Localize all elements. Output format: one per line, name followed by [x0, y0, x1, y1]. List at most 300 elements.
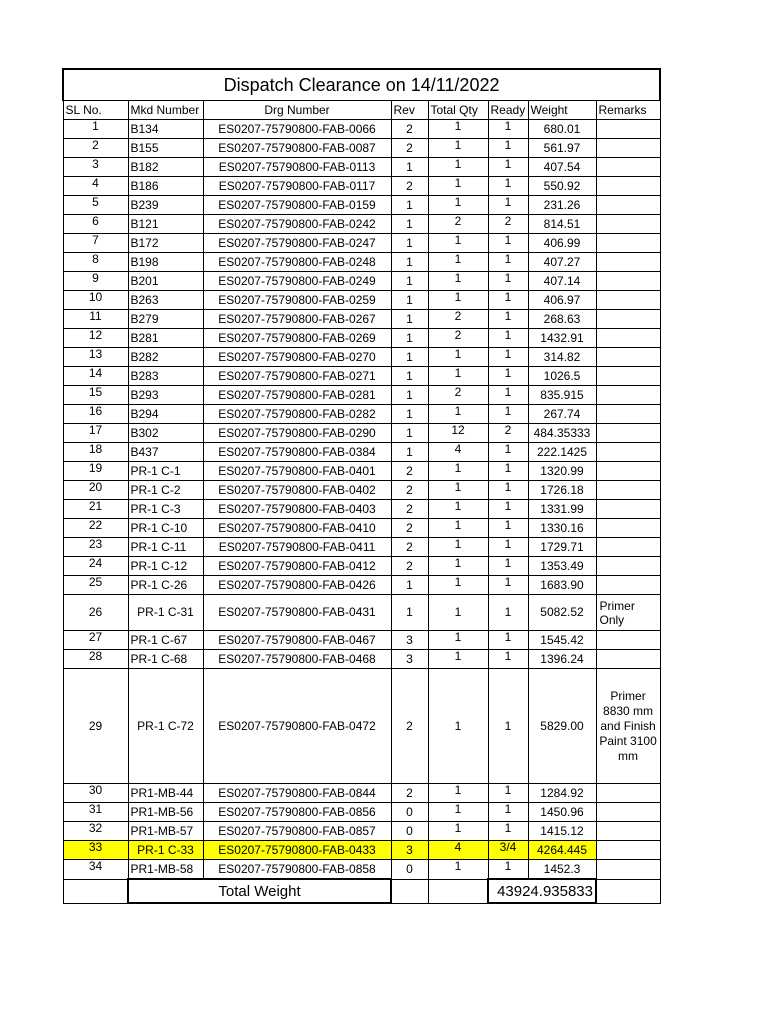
cell-weight: 1284.92 [528, 784, 596, 803]
cell-rev: 1 [391, 367, 428, 386]
cell-total-qty: 2 [428, 386, 488, 405]
cell-rev: 0 [391, 803, 428, 822]
cell-remarks [596, 139, 660, 158]
cell-mkd-number: B283 [128, 367, 203, 386]
cell-ready: 1 [488, 631, 528, 650]
cell-total-qty: 1 [428, 576, 488, 595]
cell-rev: 2 [391, 177, 428, 196]
table-row [63, 595, 660, 631]
cell-sl-no: 30 [63, 784, 128, 803]
cell-drg-number: ES0207-75790800-FAB-0087 [203, 139, 391, 158]
cell-total-qty: 1 [428, 822, 488, 841]
cell-drg-number: ES0207-75790800-FAB-0282 [203, 405, 391, 424]
cell-ready: 1 [488, 386, 528, 405]
cell-mkd-number: PR-1 C-2 [128, 481, 203, 500]
cell-ready: 1 [488, 595, 528, 631]
table-row [63, 424, 660, 443]
cell-sl-no: 10 [63, 291, 128, 310]
cell-sl-no: 28 [63, 650, 128, 669]
table-row [63, 310, 660, 329]
cell-weight: 484.35333 [528, 424, 596, 443]
cell-weight: 1026.5 [528, 367, 596, 386]
cell-drg-number: ES0207-75790800-FAB-0248 [203, 253, 391, 272]
table-row [63, 576, 660, 595]
cell-sl-no: 21 [63, 500, 128, 519]
cell-weight: 1452.3 [528, 860, 596, 880]
cell-rev: 2 [391, 500, 428, 519]
cell-ready: 1 [488, 443, 528, 462]
cell-weight: 314.82 [528, 348, 596, 367]
cell-sl-no: 18 [63, 443, 128, 462]
cell-weight: 222.1425 [528, 443, 596, 462]
cell-sl-no: 7 [63, 234, 128, 253]
cell-remarks [596, 367, 660, 386]
cell-total-qty: 1 [428, 803, 488, 822]
cell-remarks [596, 650, 660, 669]
cell-weight: 1729.71 [528, 538, 596, 557]
cell-total-qty: 1 [428, 253, 488, 272]
cell-weight: 407.54 [528, 158, 596, 177]
cell-remarks [596, 196, 660, 215]
cell-weight: 814.51 [528, 215, 596, 234]
table-row [63, 631, 660, 650]
cell-mkd-number: PR-1 C-11 [128, 538, 203, 557]
cell-rev: 3 [391, 631, 428, 650]
cell-mkd-number: B302 [128, 424, 203, 443]
cell-ready: 1 [488, 253, 528, 272]
cell-drg-number: ES0207-75790800-FAB-0271 [203, 367, 391, 386]
cell-remarks [596, 386, 660, 405]
header-sl-no: SL No. [63, 101, 128, 120]
cell-drg-number: ES0207-75790800-FAB-0270 [203, 348, 391, 367]
cell-weight: 406.99 [528, 234, 596, 253]
table-row [63, 215, 660, 234]
cell-sl-no: 12 [63, 329, 128, 348]
cell-rev: 1 [391, 196, 428, 215]
cell-remarks [596, 481, 660, 500]
header-rev: Rev [391, 101, 428, 120]
cell-drg-number: ES0207-75790800-FAB-0290 [203, 424, 391, 443]
table-row [63, 158, 660, 177]
cell-mkd-number: PR1-MB-44 [128, 784, 203, 803]
cell-drg-number: ES0207-75790800-FAB-0431 [203, 595, 391, 631]
cell-drg-number: ES0207-75790800-FAB-0259 [203, 291, 391, 310]
cell-remarks [596, 310, 660, 329]
cell-drg-number: ES0207-75790800-FAB-0410 [203, 519, 391, 538]
cell-ready: 1 [488, 177, 528, 196]
cell-mkd-number: PR-1 C-31 [128, 595, 203, 631]
cell-remarks [596, 329, 660, 348]
cell-remarks [596, 557, 660, 576]
cell-total-qty: 1 [428, 272, 488, 291]
cell-remarks [596, 500, 660, 519]
cell-ready: 1 [488, 803, 528, 822]
cell-total-qty: 1 [428, 177, 488, 196]
total-spacer [63, 879, 128, 903]
cell-weight: 268.63 [528, 310, 596, 329]
table-row [63, 841, 660, 860]
cell-drg-number: ES0207-75790800-FAB-0858 [203, 860, 391, 880]
cell-rev: 1 [391, 291, 428, 310]
table-row [63, 462, 660, 481]
cell-mkd-number: B134 [128, 120, 203, 139]
cell-drg-number: ES0207-75790800-FAB-0844 [203, 784, 391, 803]
cell-ready: 1 [488, 367, 528, 386]
cell-remarks [596, 576, 660, 595]
cell-remarks [596, 519, 660, 538]
cell-mkd-number: B293 [128, 386, 203, 405]
cell-ready: 1 [488, 557, 528, 576]
cell-drg-number: ES0207-75790800-FAB-0113 [203, 158, 391, 177]
table-row [63, 481, 660, 500]
header-total-qty: Total Qty [428, 101, 488, 120]
cell-total-qty: 1 [428, 291, 488, 310]
cell-drg-number: ES0207-75790800-FAB-0249 [203, 272, 391, 291]
cell-ready: 1 [488, 348, 528, 367]
cell-sl-no: 27 [63, 631, 128, 650]
cell-mkd-number: PR-1 C-68 [128, 650, 203, 669]
cell-drg-number: ES0207-75790800-FAB-0856 [203, 803, 391, 822]
cell-rev: 1 [391, 595, 428, 631]
cell-sl-no: 8 [63, 253, 128, 272]
table-row [63, 557, 660, 576]
cell-sl-no: 11 [63, 310, 128, 329]
cell-sl-no: 19 [63, 462, 128, 481]
cell-remarks [596, 215, 660, 234]
cell-total-qty: 1 [428, 784, 488, 803]
total-spacer-qty [428, 879, 488, 903]
cell-sl-no: 29 [63, 669, 128, 784]
cell-ready: 1 [488, 196, 528, 215]
cell-weight: 407.14 [528, 272, 596, 291]
cell-total-qty: 1 [428, 196, 488, 215]
cell-rev: 2 [391, 519, 428, 538]
cell-weight: 5829.00 [528, 669, 596, 784]
cell-sl-no: 34 [63, 860, 128, 880]
cell-weight: 5082.52 [528, 595, 596, 631]
cell-remarks [596, 272, 660, 291]
cell-weight: 1353.49 [528, 557, 596, 576]
cell-rev: 1 [391, 443, 428, 462]
cell-remarks [596, 803, 660, 822]
cell-weight: 231.26 [528, 196, 596, 215]
cell-weight: 680.01 [528, 120, 596, 139]
header-row [63, 101, 660, 120]
cell-mkd-number: B182 [128, 158, 203, 177]
cell-mkd-number: B437 [128, 443, 203, 462]
cell-mkd-number: B121 [128, 215, 203, 234]
cell-mkd-number: B281 [128, 329, 203, 348]
cell-mkd-number: B198 [128, 253, 203, 272]
cell-sl-no: 16 [63, 405, 128, 424]
header-remarks: Remarks [596, 101, 660, 120]
table-row [63, 650, 660, 669]
cell-mkd-number: B294 [128, 405, 203, 424]
cell-mkd-number: PR-1 C-10 [128, 519, 203, 538]
cell-rev: 1 [391, 348, 428, 367]
cell-mkd-number: PR1-MB-57 [128, 822, 203, 841]
cell-sl-no: 13 [63, 348, 128, 367]
cell-sl-no: 32 [63, 822, 128, 841]
table-body [63, 120, 660, 880]
cell-ready: 2 [488, 215, 528, 234]
table-row [63, 272, 660, 291]
cell-rev: 3 [391, 650, 428, 669]
cell-weight: 4264.445 [528, 841, 596, 860]
cell-remarks [596, 424, 660, 443]
cell-drg-number: ES0207-75790800-FAB-0401 [203, 462, 391, 481]
cell-total-qty: 1 [428, 481, 488, 500]
cell-weight: 1331.99 [528, 500, 596, 519]
table-row [63, 669, 660, 784]
cell-drg-number: ES0207-75790800-FAB-0403 [203, 500, 391, 519]
cell-total-qty: 2 [428, 310, 488, 329]
cell-total-qty: 1 [428, 120, 488, 139]
cell-rev: 2 [391, 669, 428, 784]
table-row [63, 177, 660, 196]
cell-ready: 1 [488, 462, 528, 481]
cell-sl-no: 6 [63, 215, 128, 234]
cell-mkd-number: PR-1 C-12 [128, 557, 203, 576]
cell-weight: 1320.99 [528, 462, 596, 481]
cell-drg-number: ES0207-75790800-FAB-0384 [203, 443, 391, 462]
cell-mkd-number: B239 [128, 196, 203, 215]
cell-sl-no: 2 [63, 139, 128, 158]
table-row [63, 405, 660, 424]
cell-rev: 1 [391, 253, 428, 272]
cell-rev: 1 [391, 310, 428, 329]
cell-drg-number: ES0207-75790800-FAB-0247 [203, 234, 391, 253]
cell-drg-number: ES0207-75790800-FAB-0426 [203, 576, 391, 595]
cell-mkd-number: PR-1 C-67 [128, 631, 203, 650]
cell-drg-number: ES0207-75790800-FAB-0242 [203, 215, 391, 234]
total-weight-value: 43924.935833 [488, 879, 596, 903]
table-row [63, 196, 660, 215]
cell-ready: 1 [488, 291, 528, 310]
cell-mkd-number: B172 [128, 234, 203, 253]
cell-total-qty: 1 [428, 669, 488, 784]
cell-rev: 1 [391, 329, 428, 348]
cell-mkd-number: PR-1 C-3 [128, 500, 203, 519]
total-spacer-remarks [596, 879, 660, 903]
cell-total-qty: 1 [428, 139, 488, 158]
cell-ready: 1 [488, 519, 528, 538]
cell-sl-no: 23 [63, 538, 128, 557]
table-row [63, 234, 660, 253]
cell-remarks [596, 822, 660, 841]
cell-mkd-number: B201 [128, 272, 203, 291]
cell-weight: 406.97 [528, 291, 596, 310]
cell-mkd-number: PR-1 C-72 [128, 669, 203, 784]
cell-total-qty: 1 [428, 234, 488, 253]
cell-total-qty: 4 [428, 443, 488, 462]
table-row [63, 120, 660, 139]
cell-mkd-number: B282 [128, 348, 203, 367]
cell-drg-number: ES0207-75790800-FAB-0281 [203, 386, 391, 405]
cell-weight: 550.92 [528, 177, 596, 196]
total-weight-label: Total Weight [128, 879, 391, 903]
cell-total-qty: 4 [428, 841, 488, 860]
cell-total-qty: 1 [428, 557, 488, 576]
cell-weight: 561.97 [528, 139, 596, 158]
cell-remarks [596, 158, 660, 177]
table-row [63, 329, 660, 348]
header-weight: Weight [528, 101, 596, 120]
cell-weight: 1545.42 [528, 631, 596, 650]
cell-rev: 1 [391, 424, 428, 443]
cell-sl-no: 5 [63, 196, 128, 215]
cell-ready: 1 [488, 329, 528, 348]
cell-sl-no: 24 [63, 557, 128, 576]
cell-sl-no: 1 [63, 120, 128, 139]
cell-remarks [596, 860, 660, 880]
cell-remarks [596, 841, 660, 860]
cell-ready: 1 [488, 310, 528, 329]
cell-sl-no: 9 [63, 272, 128, 291]
cell-total-qty: 1 [428, 462, 488, 481]
cell-sl-no: 4 [63, 177, 128, 196]
cell-rev: 3 [391, 841, 428, 860]
cell-remarks [596, 348, 660, 367]
cell-rev: 1 [391, 158, 428, 177]
cell-remarks [596, 631, 660, 650]
dispatch-sheet [62, 68, 659, 904]
cell-ready: 1 [488, 538, 528, 557]
cell-total-qty: 1 [428, 519, 488, 538]
table-row [63, 291, 660, 310]
cell-mkd-number: PR1-MB-56 [128, 803, 203, 822]
cell-sl-no: 26 [63, 595, 128, 631]
cell-weight: 1432.91 [528, 329, 596, 348]
header-mkd-number: Mkd Number [128, 101, 203, 120]
table-row [63, 386, 660, 405]
cell-ready: 1 [488, 120, 528, 139]
cell-ready: 1 [488, 158, 528, 177]
cell-weight: 1683.90 [528, 576, 596, 595]
cell-mkd-number: PR-1 C-26 [128, 576, 203, 595]
cell-remarks [596, 405, 660, 424]
table-row [63, 253, 660, 272]
cell-ready: 1 [488, 822, 528, 841]
cell-rev: 2 [391, 139, 428, 158]
cell-rev: 1 [391, 234, 428, 253]
cell-sl-no: 15 [63, 386, 128, 405]
dispatch-table [62, 68, 661, 904]
cell-drg-number: ES0207-75790800-FAB-0402 [203, 481, 391, 500]
cell-remarks [596, 177, 660, 196]
cell-ready: 1 [488, 650, 528, 669]
cell-weight: 267.74 [528, 405, 596, 424]
cell-total-qty: 1 [428, 595, 488, 631]
cell-ready: 1 [488, 784, 528, 803]
cell-total-qty: 1 [428, 500, 488, 519]
cell-weight: 1726.18 [528, 481, 596, 500]
cell-ready: 1 [488, 405, 528, 424]
cell-remarks: Primer 8830 mm and Finish Paint 3100 mm [596, 669, 660, 784]
cell-remarks [596, 291, 660, 310]
table-row [63, 500, 660, 519]
cell-rev: 0 [391, 822, 428, 841]
cell-ready: 1 [488, 576, 528, 595]
cell-mkd-number: B155 [128, 139, 203, 158]
cell-mkd-number: B279 [128, 310, 203, 329]
cell-sl-no: 33 [63, 841, 128, 860]
cell-ready: 2 [488, 424, 528, 443]
cell-drg-number: ES0207-75790800-FAB-0411 [203, 538, 391, 557]
cell-remarks [596, 443, 660, 462]
cell-mkd-number: B186 [128, 177, 203, 196]
cell-rev: 1 [391, 215, 428, 234]
cell-weight: 835.915 [528, 386, 596, 405]
table-row [63, 519, 660, 538]
cell-mkd-number: PR1-MB-58 [128, 860, 203, 880]
cell-total-qty: 1 [428, 860, 488, 880]
cell-rev: 1 [391, 386, 428, 405]
cell-weight: 1415.12 [528, 822, 596, 841]
cell-total-qty: 1 [428, 158, 488, 177]
cell-ready: 3/4 [488, 841, 528, 860]
cell-mkd-number: B263 [128, 291, 203, 310]
cell-sl-no: 22 [63, 519, 128, 538]
cell-drg-number: ES0207-75790800-FAB-0468 [203, 650, 391, 669]
table-row [63, 538, 660, 557]
table-row [63, 784, 660, 803]
cell-ready: 1 [488, 669, 528, 784]
cell-drg-number: ES0207-75790800-FAB-0269 [203, 329, 391, 348]
cell-total-qty: 1 [428, 367, 488, 386]
cell-sl-no: 17 [63, 424, 128, 443]
cell-drg-number: ES0207-75790800-FAB-0267 [203, 310, 391, 329]
cell-rev: 2 [391, 120, 428, 139]
cell-rev: 2 [391, 784, 428, 803]
cell-rev: 1 [391, 405, 428, 424]
cell-sl-no: 31 [63, 803, 128, 822]
cell-ready: 1 [488, 481, 528, 500]
cell-remarks [596, 784, 660, 803]
cell-drg-number: ES0207-75790800-FAB-0467 [203, 631, 391, 650]
cell-ready: 1 [488, 272, 528, 291]
cell-remarks: Primer Only [596, 595, 660, 631]
table-row [63, 348, 660, 367]
table-row [63, 803, 660, 822]
cell-rev: 0 [391, 860, 428, 880]
cell-sl-no: 3 [63, 158, 128, 177]
cell-weight: 1450.96 [528, 803, 596, 822]
cell-rev: 1 [391, 272, 428, 291]
total-spacer-rev [391, 879, 428, 903]
cell-total-qty: 1 [428, 631, 488, 650]
cell-drg-number: ES0207-75790800-FAB-0472 [203, 669, 391, 784]
cell-remarks [596, 538, 660, 557]
cell-remarks [596, 120, 660, 139]
cell-weight: 1330.16 [528, 519, 596, 538]
cell-drg-number: ES0207-75790800-FAB-0857 [203, 822, 391, 841]
cell-drg-number: ES0207-75790800-FAB-0117 [203, 177, 391, 196]
cell-remarks [596, 462, 660, 481]
cell-remarks [596, 253, 660, 272]
cell-ready: 1 [488, 860, 528, 880]
cell-sl-no: 25 [63, 576, 128, 595]
cell-weight: 407.27 [528, 253, 596, 272]
cell-rev: 1 [391, 576, 428, 595]
cell-ready: 1 [488, 234, 528, 253]
cell-drg-number: ES0207-75790800-FAB-0433 [203, 841, 391, 860]
cell-mkd-number: PR-1 C-1 [128, 462, 203, 481]
cell-rev: 2 [391, 462, 428, 481]
cell-rev: 2 [391, 538, 428, 557]
cell-drg-number: ES0207-75790800-FAB-0159 [203, 196, 391, 215]
cell-drg-number: ES0207-75790800-FAB-0412 [203, 557, 391, 576]
